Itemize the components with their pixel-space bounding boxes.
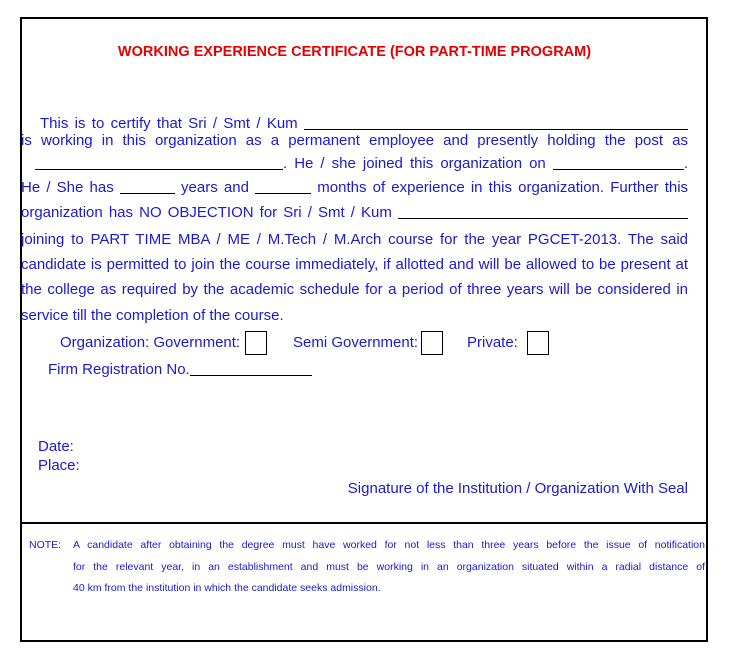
firm-registration-label: Firm Registration No. — [48, 361, 190, 378]
private-checkbox[interactable] — [527, 331, 549, 355]
experience-text-end: months of experience in this organization. Further this — [317, 179, 689, 196]
government-checkbox[interactable] — [245, 331, 267, 355]
post-and-joining-line — [35, 155, 688, 173]
note-divider — [20, 522, 708, 524]
months-blank[interactable] — [255, 192, 311, 194]
post-blank[interactable] — [35, 168, 283, 170]
note-text-1: A candidate after obtaining the degree must have worked for not less than three years before the issue of notification — [73, 539, 705, 551]
years-blank[interactable] — [120, 192, 175, 194]
private-label: Private: — [467, 334, 518, 351]
certify-text: This is to certify that Sri / Smt / Kum — [40, 115, 298, 132]
experience-text-middle: years and — [181, 179, 249, 196]
semi-government-checkbox[interactable] — [421, 331, 443, 355]
place-label: Place: — [38, 457, 80, 474]
service-line: service till the completion of the course. — [21, 307, 284, 324]
schedule-line: the college as required by the academic schedule for a period of three years will be considered in — [21, 281, 688, 298]
organization-heading: Organization: — [60, 334, 150, 351]
experience-text-start: He / She has — [21, 179, 114, 196]
note-line-3: 40 km from the institution in which the candidate seeks admission. — [73, 582, 381, 594]
joining-text: . He / she joined this organization on — [283, 155, 546, 172]
note-line-1 — [29, 538, 705, 552]
firm-registration-line — [48, 361, 312, 379]
no-objection-line — [21, 204, 688, 222]
no-objection-text: organization has NO OBJECTION for Sri / Smt / Kum — [21, 204, 392, 221]
government-label: Government: — [153, 334, 241, 351]
date-label: Date: — [38, 438, 74, 455]
organization-type-label — [60, 334, 240, 352]
experience-line — [21, 179, 688, 197]
course-line: joining to PART TIME MBA / ME / M.Tech / M.Arch course for the year PGCET-2013. The said — [21, 231, 688, 248]
permission-line: candidate is permitted to join the course immediately, if allotted and will be allowed to be present at — [21, 256, 688, 273]
semi-government-label: Semi Government: — [293, 334, 419, 351]
certify-line — [40, 115, 688, 133]
firm-registration-blank[interactable] — [190, 374, 312, 376]
certificate-title: WORKING EXPERIENCE CERTIFICATE (FOR PART-TIME PROGRAM) — [117, 44, 592, 60]
note-line-2: for the relevant year, in an establishment and must be working in an organization situated within a radial distance of — [73, 561, 705, 573]
employment-line: is working in this organization as a permanent employee and presently holding the post as — [21, 132, 688, 149]
note-prefix: NOTE: — [29, 539, 62, 551]
employee-name-blank[interactable] — [304, 128, 688, 130]
signature-label: Signature of the Institution / Organization With Seal — [347, 480, 688, 497]
candidate-name-blank[interactable] — [398, 217, 688, 219]
joining-date-blank[interactable] — [553, 168, 684, 170]
joining-line-end: . — [683, 155, 688, 172]
